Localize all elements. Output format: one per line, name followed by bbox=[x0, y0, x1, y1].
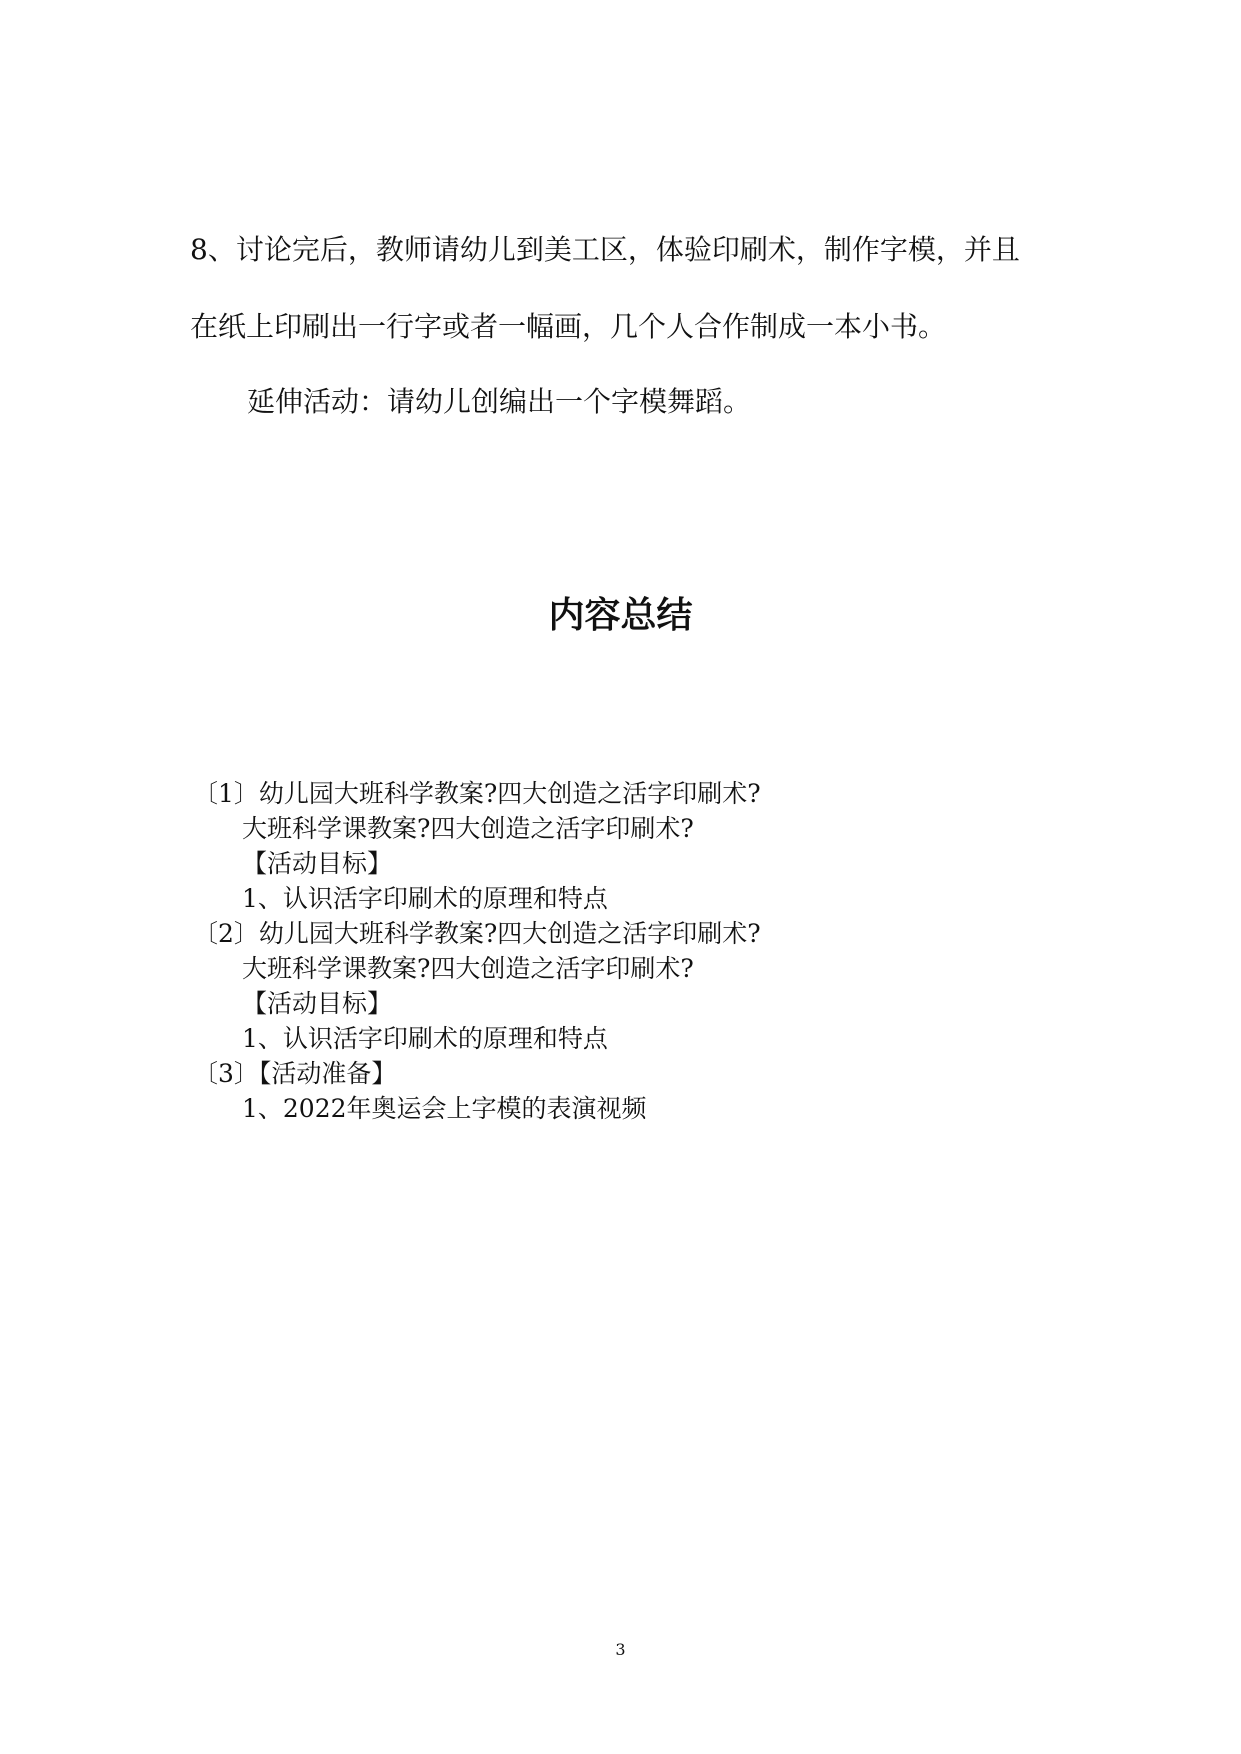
summary-item-line: 【活动目标】 bbox=[242, 989, 393, 1018]
extension-activity: 延伸活动：请幼儿创编出一个字模舞蹈。 bbox=[247, 385, 752, 418]
summary-item-line: 大班科学课教案?四大创造之活字印刷术? bbox=[242, 814, 694, 843]
summary-item-line: 1、认识活字印刷术的原理和特点 bbox=[242, 884, 608, 913]
summary-item-line: 大班科学课教案?四大创造之活字印刷术? bbox=[242, 954, 694, 983]
paragraph-line: 在纸上印刷出一行字或者一幅画，几个人合作制成一本小书。 bbox=[190, 310, 947, 343]
summary-item-label: 〔3〕【活动准备】 bbox=[193, 1059, 397, 1088]
summary-title: 内容总结 bbox=[548, 595, 693, 636]
page-number: 3 bbox=[615, 1640, 626, 1659]
summary-item-line: 1、2022年奥运会上字模的表演视频 bbox=[242, 1094, 647, 1123]
summary-list bbox=[193, 776, 761, 1126]
summary-item-line: 【活动目标】 bbox=[242, 849, 393, 878]
summary-item-label: 〔1〕幼儿园大班科学教案?四大创造之活字印刷术? bbox=[193, 779, 761, 808]
paragraph-line: 8、讨论完后，教师请幼儿到美工区，体验印刷术，制作字模，并且 bbox=[190, 233, 1020, 266]
summary-item-line: 1、认识活字印刷术的原理和特点 bbox=[242, 1024, 608, 1053]
summary-item-label: 〔2〕幼儿园大班科学教案?四大创造之活字印刷术? bbox=[193, 919, 761, 948]
